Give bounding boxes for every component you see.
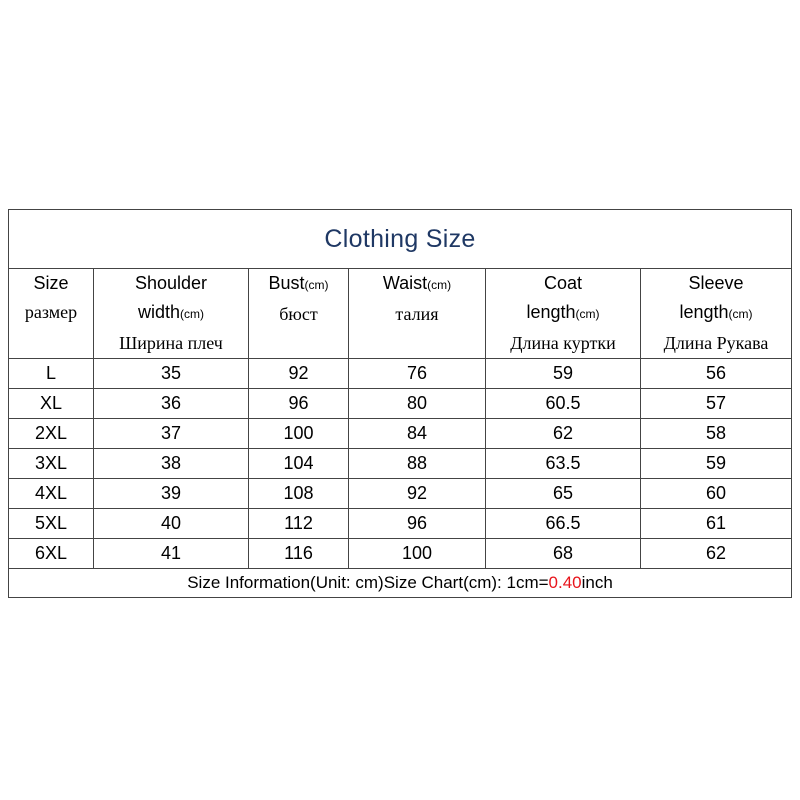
measurement-cell: 100 <box>249 419 349 449</box>
measurement-cell: 39 <box>94 479 249 509</box>
measurement-cell: 68 <box>486 539 641 569</box>
header-text: Ширина плеч <box>119 333 223 353</box>
header-label <box>94 269 248 298</box>
column-header-5 <box>641 269 792 359</box>
column-header-2 <box>249 269 349 359</box>
header-label <box>641 269 791 298</box>
header-row <box>9 269 792 359</box>
measurement-cell: 35 <box>94 359 249 389</box>
header-text: Длина Рукава <box>663 333 769 353</box>
header-text: Shoulder <box>134 273 208 293</box>
header-unit: (cm) <box>427 278 452 292</box>
size-label-cell: 5XL <box>9 509 94 539</box>
table-row <box>9 479 792 509</box>
measurement-cell: 36 <box>94 389 249 419</box>
table-row <box>9 539 792 569</box>
measurement-cell: 62 <box>486 419 641 449</box>
measurement-cell: 63.5 <box>486 449 641 479</box>
measurement-cell: 84 <box>349 419 486 449</box>
measurement-cell: 59 <box>486 359 641 389</box>
measurement-cell: 40 <box>94 509 249 539</box>
header-text: Waist <box>382 273 428 293</box>
header-label-ru <box>9 298 93 327</box>
title-row <box>9 210 792 269</box>
measurement-cell: 59 <box>641 449 792 479</box>
header-text: Coat <box>543 273 583 293</box>
header-label <box>349 269 485 300</box>
header-text: Size <box>33 273 69 293</box>
measurement-cell: 100 <box>349 539 486 569</box>
measurement-cell: 108 <box>249 479 349 509</box>
size-label-cell: 4XL <box>9 479 94 509</box>
measurement-cell: 92 <box>349 479 486 509</box>
measurement-cell: 56 <box>641 359 792 389</box>
header-text: Длина куртки <box>510 333 616 353</box>
measurement-cell: 41 <box>94 539 249 569</box>
header-label-ru <box>349 300 485 329</box>
inch-ratio-value: 0.40 <box>548 573 582 592</box>
measurement-cell: 62 <box>641 539 792 569</box>
size-label-cell: XL <box>9 389 94 419</box>
size-info-prefix: Size Information(Unit: cm)Size Chart(cm): 1cm= <box>187 573 549 592</box>
measurement-cell: 65 <box>486 479 641 509</box>
measurement-cell: 76 <box>349 359 486 389</box>
header-label-ru <box>641 329 791 358</box>
column-header-0 <box>9 269 94 359</box>
measurement-cell: 116 <box>249 539 349 569</box>
header-unit: (cm) <box>575 307 600 321</box>
header-text: Bust <box>268 273 305 293</box>
table-row <box>9 419 792 449</box>
measurement-cell: 60 <box>641 479 792 509</box>
column-header-1 <box>94 269 249 359</box>
measurement-cell: 57 <box>641 389 792 419</box>
header-label-ru <box>249 300 348 329</box>
size-label-cell: 6XL <box>9 539 94 569</box>
measurement-cell: 80 <box>349 389 486 419</box>
measurement-cell: 104 <box>249 449 349 479</box>
header-label <box>486 269 640 298</box>
size-label-cell: 2XL <box>9 419 94 449</box>
measurement-cell: 38 <box>94 449 249 479</box>
measurement-cell: 112 <box>249 509 349 539</box>
header-label <box>641 298 791 329</box>
table-row <box>9 389 792 419</box>
header-label <box>9 269 93 298</box>
header-unit: (cm) <box>304 278 329 292</box>
header-text: размер <box>24 302 78 322</box>
measurement-cell: 58 <box>641 419 792 449</box>
header-text: талия <box>395 304 439 324</box>
measurement-cell: 66.5 <box>486 509 641 539</box>
size-label-cell: 3XL <box>9 449 94 479</box>
size-chart-table <box>8 209 792 598</box>
measurement-cell: 96 <box>249 389 349 419</box>
table-title: Clothing Size <box>9 210 792 269</box>
header-text: length <box>526 302 576 322</box>
header-unit: (cm) <box>728 307 753 321</box>
header-text: width <box>137 302 181 322</box>
header-label-ru <box>94 329 248 358</box>
header-label <box>94 298 248 329</box>
header-label-ru <box>486 329 640 358</box>
footer-row <box>9 569 792 598</box>
measurement-cell: 61 <box>641 509 792 539</box>
header-label <box>249 269 348 300</box>
size-info-suffix: inch <box>581 573 613 592</box>
header-label <box>486 298 640 329</box>
measurement-cell: 37 <box>94 419 249 449</box>
column-header-3 <box>349 269 486 359</box>
measurement-cell: 92 <box>249 359 349 389</box>
header-unit: (cm) <box>180 307 205 321</box>
header-text: бюст <box>279 304 318 324</box>
table-row <box>9 509 792 539</box>
table-row <box>9 359 792 389</box>
header-text: Sleeve <box>688 273 744 293</box>
measurement-cell: 60.5 <box>486 389 641 419</box>
measurement-cell: 88 <box>349 449 486 479</box>
header-text: length <box>679 302 729 322</box>
measurement-cell: 96 <box>349 509 486 539</box>
table-row <box>9 449 792 479</box>
column-header-4 <box>486 269 641 359</box>
size-info-note <box>9 569 792 598</box>
size-label-cell: L <box>9 359 94 389</box>
